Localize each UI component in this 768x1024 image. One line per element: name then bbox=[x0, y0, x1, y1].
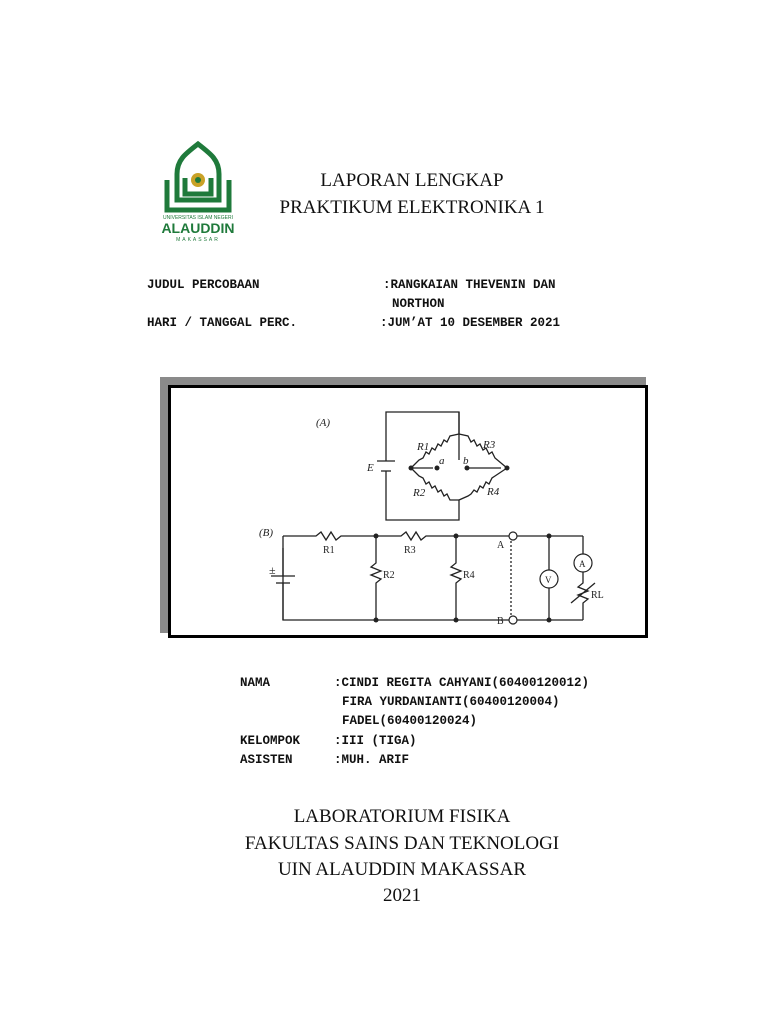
footer-lab: LABORATORIUM FISIKA bbox=[293, 806, 511, 827]
circuit-b-left-wire bbox=[283, 536, 511, 620]
battery-label: ± bbox=[269, 563, 276, 577]
circuit-a-node-a: a bbox=[439, 455, 445, 467]
report-title-line2: PRAKTIKUM ELEKTRONIKA 1 bbox=[279, 197, 545, 218]
circuit-a-source-label: E bbox=[367, 462, 374, 474]
footer-year: 2021 bbox=[383, 885, 421, 906]
footer-university: UIN ALAUDDIN MAKASSAR bbox=[277, 859, 527, 880]
nama-label: NAMA bbox=[240, 676, 271, 690]
terminal-a-icon bbox=[509, 532, 517, 540]
circuit-b-r2-label: R2 bbox=[383, 570, 395, 581]
circuit-b-r4-label: R4 bbox=[463, 570, 475, 581]
circuit-a-r3-label: R3 bbox=[483, 439, 496, 451]
hari-label: HARI / TANGGAL PERC. bbox=[147, 316, 298, 330]
circuit-b-label: (B) bbox=[259, 527, 274, 539]
circuit-b-r3 bbox=[376, 532, 456, 540]
kelompok-value: :III (TIGA) bbox=[334, 734, 417, 748]
circuit-b-node-b: B bbox=[497, 616, 504, 627]
circuit-a-r4 bbox=[459, 468, 507, 500]
voltmeter-label: V bbox=[545, 575, 552, 585]
judul-value-line1: :RANGKAIAN THEVENIN DAN bbox=[383, 278, 556, 292]
circuit-b-node-a: A bbox=[497, 540, 505, 551]
nama-3: FADEL(60400120024) bbox=[342, 714, 478, 728]
kelompok-label: KELOMPOK bbox=[240, 734, 301, 748]
asisten-label: ASISTEN bbox=[240, 753, 293, 767]
report-title-line1: LAPORAN LENGKAP bbox=[320, 170, 504, 191]
ammeter-label: A bbox=[579, 559, 586, 569]
circuit-a-node-b: b bbox=[463, 455, 469, 467]
circuit-b-r1-label: R1 bbox=[323, 545, 335, 556]
circuit-b-r1 bbox=[283, 532, 376, 540]
judul-value-line2: NORTHON bbox=[392, 297, 445, 311]
terminal-b-icon bbox=[509, 616, 517, 624]
uin-alauddin-logo bbox=[155, 140, 241, 244]
circuit-figure bbox=[168, 385, 648, 638]
logo-university-line: UNIVERSITAS ISLAM NEGERI bbox=[163, 215, 233, 221]
circuit-b-r3-label: R3 bbox=[404, 545, 416, 556]
hari-value: :JUM’AT 10 DESEMBER 2021 bbox=[380, 316, 561, 330]
logo-city: MAKASSAR bbox=[176, 237, 220, 243]
circuit-a-r1-label: R1 bbox=[417, 441, 430, 453]
footer-faculty: FAKULTAS SAINS DAN TEKNOLOGI bbox=[244, 833, 560, 854]
circuit-b-r2 bbox=[371, 536, 381, 620]
logo-emblem-icon bbox=[155, 140, 241, 244]
judul-label: JUDUL PERCOBAAN bbox=[147, 278, 260, 292]
logo-name: ALAUDDIN bbox=[161, 220, 235, 236]
circuit-a-label: (A) bbox=[316, 417, 331, 429]
nama-2: FIRA YURDANIANTI(60400120004) bbox=[342, 695, 560, 709]
nama-1: :CINDI REGITA CAHYANI(60400120012) bbox=[334, 676, 590, 690]
circuit-diagram bbox=[171, 388, 645, 635]
circuit-b-r4 bbox=[451, 536, 461, 620]
circuit-a-r4-label: R4 bbox=[487, 486, 500, 498]
circuit-a-r2-label: R2 bbox=[413, 487, 426, 499]
circuit-a-top-wire bbox=[386, 412, 459, 461]
asisten-value: :MUH. ARIF bbox=[334, 753, 410, 767]
circuit-b-rl-label: RL bbox=[591, 590, 604, 601]
